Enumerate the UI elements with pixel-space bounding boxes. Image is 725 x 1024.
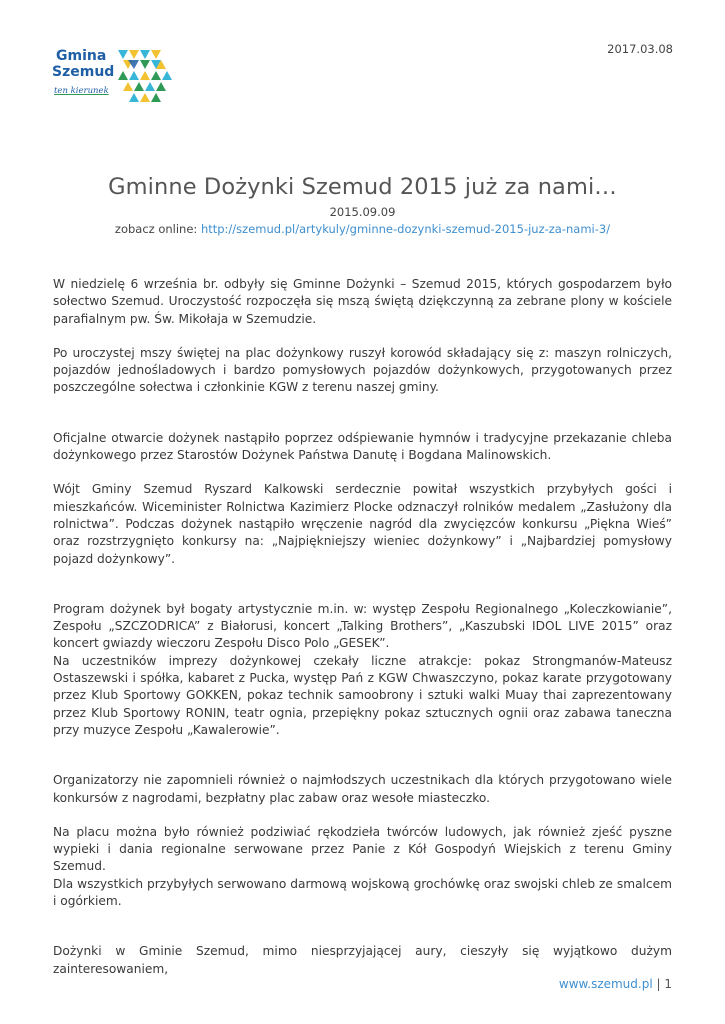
document-date: 2017.03.08 [607, 42, 673, 56]
logo-line1: Gmina [56, 48, 107, 64]
logo-line2: Szemud [52, 64, 115, 80]
footer-site-link[interactable]: www.szemud.pl [558, 977, 653, 991]
paragraph: Wójt Gminy Szemud Ryszard Kalkowski serdecznie powitał wszystkich przybyłych gości i mieszkańców. Wiceminister Rolnictwa Kazimierz Plocke odznaczył rolników medalem „Zasłużony dla rolnictwa”. Podczas dożynek nastąpiło wręczenie nagród dla zwycięzców konkursu „Piękna Wieś” oraz rozstrzygnięto konkursy na: „Najpiękniejszy wieniec dożynkowy” i „Najbardziej pomysłowy pojazd dożynkowy”. [53, 482, 672, 566]
online-link-line [0, 222, 725, 236]
online-label: zobacz online: [114, 222, 201, 236]
paragraph: Na placu można było również podziwiać rękodzieła twórców ludowych, jak również zjeść pyszne wypieki i dania regionalne serwowane przez Panie z Kół Gospodyń Wiejskich z terenu Gminy Szemud. [53, 824, 672, 874]
footer-separator: | [652, 977, 665, 991]
paragraph: Na uczestników imprezy dożynkowej czekały liczne atrakcje: pokaz Strongmanów-Mateusz Ostaszewski i spółka, kabaret z Pucka, występ Pań z KGW Chwaszczyno, pokaz karate przygotowany przez Klub Sportowy GOKKEN, pokaz technik samoobrony i sztuki walki Muay thai zaprezentowany przez Klub Sportowy RONIN, teatr ognia, przepiękny pokaz sztucznych ognii oraz zabawa taneczna przy muzyce Zespołu „Kawalerowie”. [53, 653, 672, 737]
paragraph: W niedzielę 6 września br. odbyły się Gminne Dożynki – Szemud 2015, których gospodarzem było sołectwo Szemud. Uroczystość rozpoczęła się mszą świętą dziękczynną za zebrane plony w kościele parafialnym pw. Św. Mikołaja w Szemudzie. [53, 277, 672, 326]
paragraph: Program dożynek był bogaty artystycznie m.in. w: występ Zespołu Regionalnego „Koleczkowianie”, Zespołu „SZCZODRICA” z Białorusi, koncert „Talking Brothers”, „Kaszubski IDOL LIVE 2015” oraz koncert gwiazdy wieczoru Zespołu Disco Polo „GESEK”. [53, 601, 672, 651]
triangle-mosaic-logo-icon [118, 50, 174, 102]
paragraph: Oficjalne otwarcie dożynek nastąpiło poprzez odśpiewanie hymnów i tradycyjne przekazanie chleba dożynkowego przez Starostów Dożynek Państwa Danutę i Bogdana Malinowskich. [53, 430, 672, 463]
logo-text [52, 48, 114, 96]
paragraph: Organizatorzy nie zapomnieli również o najmłodszych uczestnikach dla których przygotowano wiele konkursów z nagrodami, bezpłatny plac zabaw oraz wesołe miasteczko. [53, 773, 672, 805]
article-url-link[interactable]: http://szemud.pl/artykuly/gminne-dozynki-szemud-2015-juz-za-nami-3/ [200, 222, 611, 236]
page-number: 1 [664, 977, 672, 991]
logo-tagline: ten kierunek [54, 86, 109, 96]
article-title: Gminne Dożynki Szemud 2015 już za nami… [108, 174, 617, 200]
paragraph: Po uroczystej mszy świętej na plac dożynkowy ruszył korowód składający się z: maszyn rolniczych, pojazdów jednośladowych i bardzo pomysłowych pojazdów dożynkowych, przygotowanych przez poszczególne sołectwa i członkinie KGW z terenu naszej gminy. [53, 345, 672, 395]
paragraph: Dożynki w Gminie Szemud, mimo niesprzyjającej aury, cieszyły się wyjątkowo dużym zainteresowaniem, [53, 944, 672, 976]
paragraph: Dla wszystkich przybyłych serwowano darmową wojskową grochówkę oraz swojski chleb ze smalcem i ogórkiem. [53, 876, 672, 909]
article-date: 2015.09.09 [329, 205, 396, 219]
article-body [53, 276, 672, 978]
gmina-szemud-logo[interactable] [52, 48, 182, 104]
page-footer [559, 977, 672, 991]
